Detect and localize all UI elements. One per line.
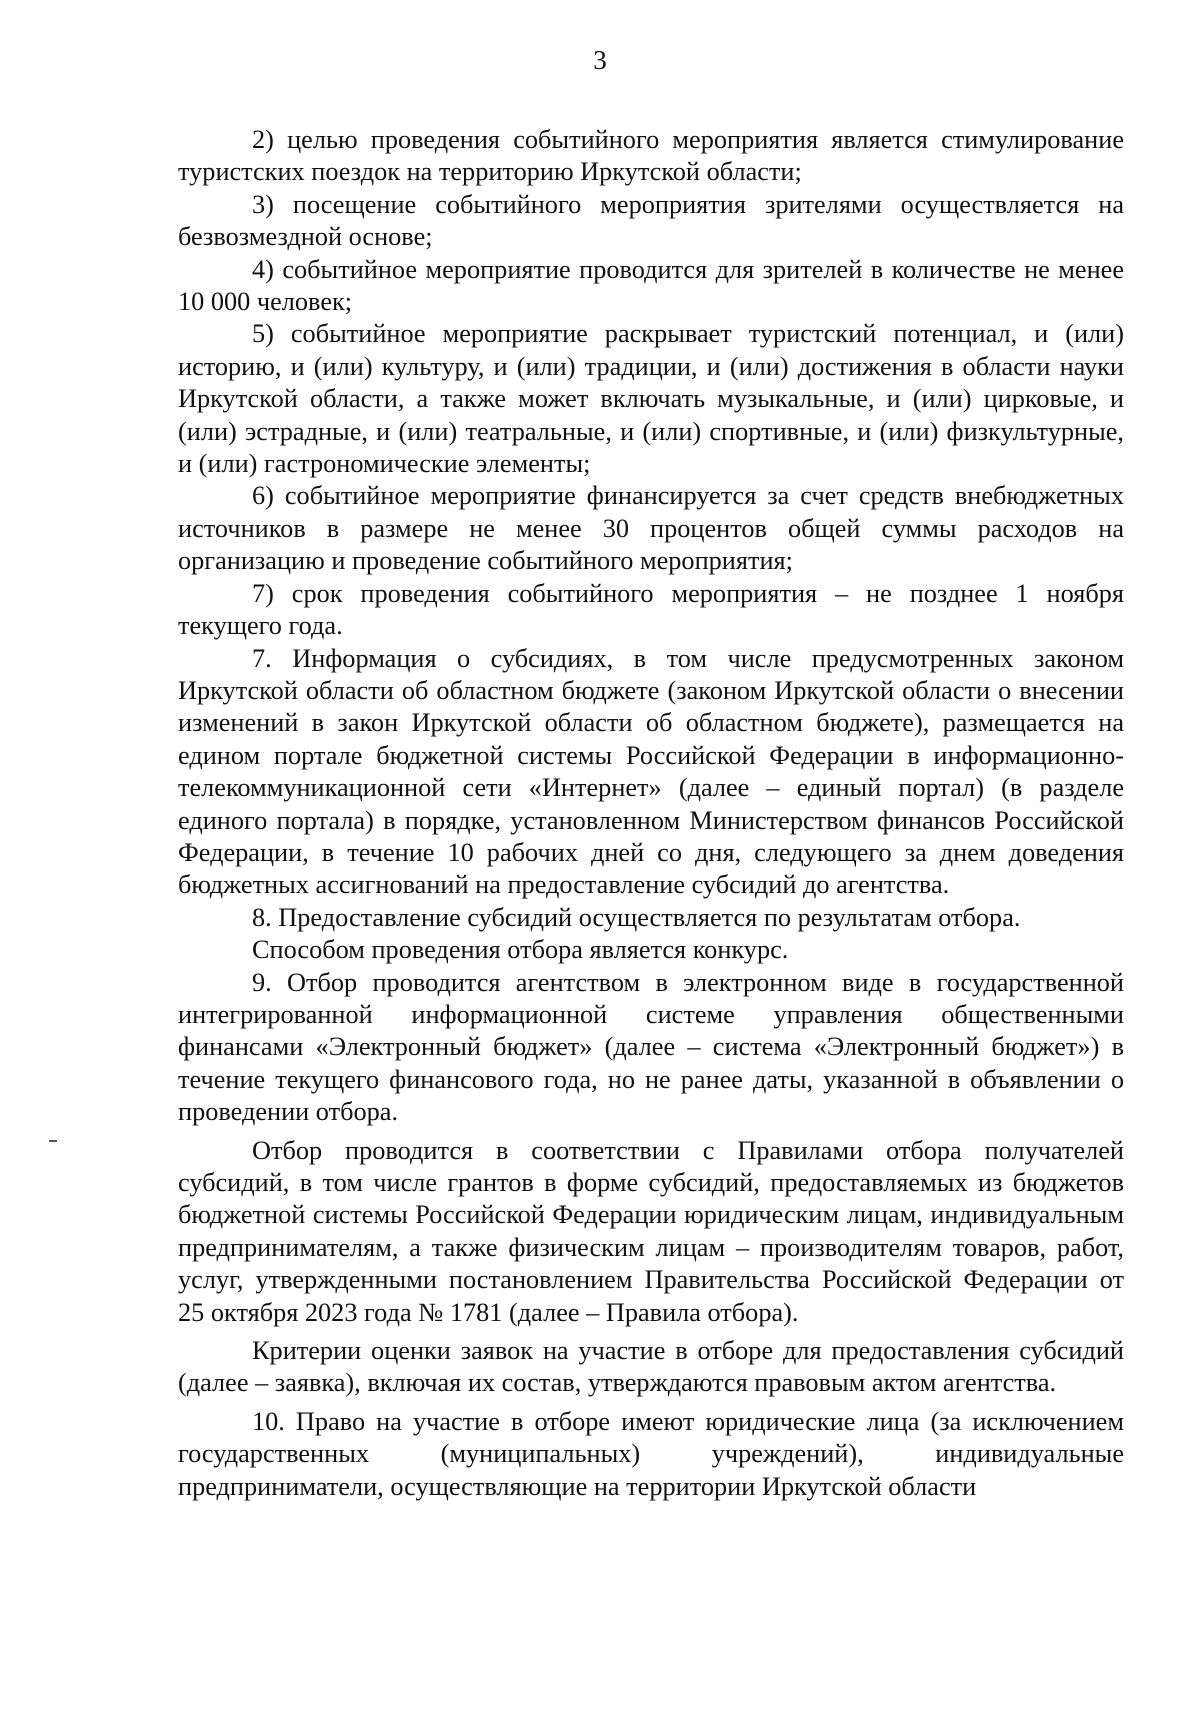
paragraph-section-8: 8. Предоставление субсидий осуществляется по результатам отбора. xyxy=(252,902,1021,932)
paragraph-selection-method: Способом проведения отбора является конкурс. xyxy=(252,935,789,965)
page-number: 3 xyxy=(593,45,607,75)
paragraph-evaluation-criteria: Критерии оценки заявок на участие в отборе для предоставления субсидий (далее – заявка), включая их состав, утверждаются правовым актом агентства. xyxy=(178,1336,1124,1398)
paragraph-item-7: 7) срок проведения событийного мероприятия – не позднее 1 ноября текущего года. xyxy=(178,578,1124,641)
paragraph-section-7: 7. Информация о субсидиях, в том числе предусмотренных законом Иркутской области об областном бюджете (законом Иркутской области о внесении изменений в закон Иркутской области об областном бюджете), размещается на едином портале бюджетной системы Российской Федерации в информационно-телекоммуникационной сети «Интернет» (далее – единый портал) (в разделе единого портала) в порядке, установленном Министерством финансов Российской Федерации, в течение 10 рабочих дней со дня, следующего за днем доведения бюджетных ассигнований на предоставление субсидий до агентства. xyxy=(178,643,1124,900)
paragraph-item-6: 6) событийное мероприятие финансируется за счет средств внебюджетных источников в размере не менее 30 процентов общей суммы расходов на организацию и проведение событийного мероприятия; xyxy=(178,481,1124,576)
paragraph-item-2: 2) целью проведения событийного мероприятия является стимулирование туристских поездок на территорию Иркутской области; xyxy=(178,125,1124,187)
paragraph-item-4: 4) событийное мероприятие проводится для зрителей в количестве не менее 10 000 человек; xyxy=(178,254,1124,317)
paragraph-selection-rules: Отбор проводится в соответствии с Правилами отбора получателей субсидий, в том числе грантов в форме субсидий, предоставляемых из бюджетов бюджетной системы Российской Федерации юридическим лицам, индивидуальным предпринимателям, а также физическим лицам – производителям товаров, работ, услуг, утвержденными постановлением Правительства Российской Федерации от 25 октября 2023 года № 1781 (далее – Правила отбора). xyxy=(178,1135,1124,1327)
scan-artifact-mark xyxy=(49,1140,57,1142)
paragraph-section-10: 10. Право на участие в отборе имеют юридические лица (за исключением государственных (муниципальных) учреждений), индивидуальные предприниматели, осуществляющие на территории Иркутской области xyxy=(178,1406,1124,1501)
document-body xyxy=(178,124,1124,1503)
paragraph-item-3: 3) посещение событийного мероприятия зрителями осуществляется на безвозмездной основе; xyxy=(178,189,1124,252)
paragraph-section-9: 9. Отбор проводится агентством в электронном виде в государственной интегрированной информационной системе управления общественными финансами «Электронный бюджет» (далее – система «Электронный бюджет») в течение текущего финансового года, но не ранее даты, указанной в объявлении о проведении отбора. xyxy=(178,967,1124,1127)
paragraph-item-5: 5) событийное мероприятие раскрывает туристский потенциал, и (или) историю, и (или) культуру, и (или) традиции, и (или) достижения в области науки Иркутской области, а также может включать музыкальные, и (или) цирковые, и (или) эстрадные, и (или) театральные, и (или) спортивные, и (или) физкультурные, и (или) гастрономические элементы; xyxy=(178,319,1124,479)
